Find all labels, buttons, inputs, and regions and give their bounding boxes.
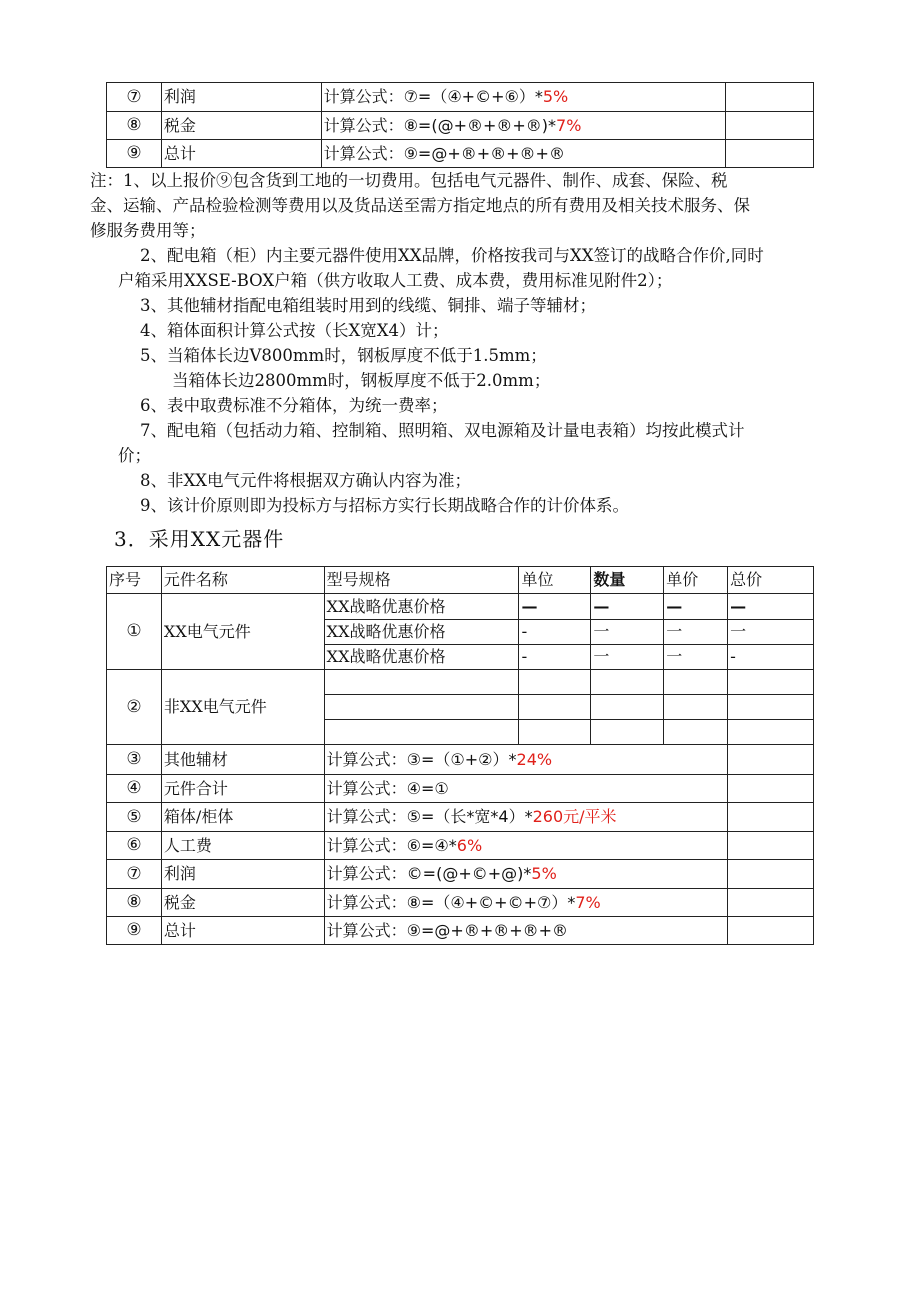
table-row	[107, 670, 814, 695]
note-line: 3、其他辅材指配电箱组装时用到的线缆、铜排、端子等辅材；	[140, 296, 596, 315]
note-line: 当箱体长边2800mm时，钢板厚度不低于2.0mm；	[172, 371, 551, 390]
total-cell: —	[728, 594, 814, 620]
row-blank	[728, 889, 814, 917]
row-name: 人工费	[161, 832, 324, 860]
row-formula: 计算公式：⑧=（④+©+©+⑦）*7%	[324, 889, 728, 917]
row-name: 总计	[161, 917, 324, 945]
row-number: ⑥	[107, 832, 162, 860]
row-number: ③	[107, 745, 162, 775]
total-cell: -	[728, 645, 814, 670]
spec-cell	[324, 695, 519, 720]
total-cell: 一	[728, 620, 814, 645]
header-cell: 单位	[519, 567, 591, 594]
row-formula: 计算公式：⑦=（④+©+⑥）*5%	[321, 83, 726, 112]
note-line: 价；	[118, 446, 151, 465]
row-blank	[726, 112, 814, 140]
row-name: 元件合计	[161, 775, 324, 803]
row-number: ⑦	[107, 83, 162, 112]
row-blank	[726, 140, 814, 168]
header-cell: 总价	[728, 567, 814, 594]
row-formula: 计算公式：⑨=@+®+®+®+®	[324, 917, 728, 945]
table-row	[107, 112, 814, 140]
spec-cell: XX战略优惠价格	[324, 594, 519, 620]
row-number: ②	[107, 670, 162, 745]
row-formula: 计算公式：③=（①+②）*24%	[324, 745, 728, 775]
row-name: 其他辅材	[161, 745, 324, 775]
table-row	[107, 832, 814, 860]
note-line: 8、非XX电气元件将根据双方确认内容为准；	[140, 471, 471, 490]
section-title: 3．采用XX元器件	[114, 527, 285, 551]
row-number: ④	[107, 775, 162, 803]
table-row	[107, 860, 814, 889]
note-line: 6、表中取费标准不分箱体，为统一费率；	[140, 396, 448, 415]
header-cell: 型号规格	[324, 567, 519, 594]
row-number: ⑦	[107, 860, 162, 889]
spec-cell: XX战略优惠价格	[324, 620, 519, 645]
qty-cell: —	[591, 594, 664, 620]
spec-cell	[324, 720, 519, 745]
price-cell: 一	[664, 620, 728, 645]
row-blank	[726, 83, 814, 112]
row-name: 非XX电气元件	[161, 670, 324, 745]
qty-cell: 一	[591, 645, 664, 670]
spec-cell	[324, 670, 519, 695]
table-row	[107, 83, 814, 112]
price-cell: 一	[664, 645, 728, 670]
row-blank	[728, 803, 814, 832]
table-row	[107, 594, 814, 620]
header-cell: 元件名称	[161, 567, 324, 594]
header-cell: 数量	[591, 567, 664, 594]
row-formula: 计算公式：⑤=（长*宽*4）*260元/平米	[324, 803, 728, 832]
top-table	[106, 82, 814, 168]
row-formula: 计算公式：©=(@+©+@)*5%	[324, 860, 728, 889]
row-number: ⑨	[107, 140, 162, 168]
row-number: ⑤	[107, 803, 162, 832]
row-number: ⑨	[107, 917, 162, 945]
row-name: 总计	[161, 140, 321, 168]
row-formula: 计算公式：④=①	[324, 775, 728, 803]
row-name: 税金	[161, 112, 321, 140]
note-line: 户箱采用XXSE-BOX户箱（供方收取人工费、成本费，费用标准见附件2）；	[118, 271, 673, 290]
table-header-row	[107, 567, 814, 594]
table-row	[107, 745, 814, 775]
row-number: ⑧	[107, 112, 162, 140]
row-name: 利润	[161, 83, 321, 112]
row-formula: 计算公式：⑨=@+®+®+®+®	[321, 140, 726, 168]
row-formula: 计算公式：⑥=④*6%	[324, 832, 728, 860]
note-line: 4、箱体面积计算公式按（长X宽X4）计；	[140, 321, 449, 340]
table-row	[107, 803, 814, 832]
table-row	[107, 917, 814, 945]
price-cell: —	[664, 594, 728, 620]
note-line: 7、配电箱（包括动力箱、控制箱、照明箱、双电源箱及计量电表箱）均按此模式计	[140, 421, 745, 440]
notes-block	[90, 168, 830, 518]
table-row	[107, 889, 814, 917]
row-number: ⑧	[107, 889, 162, 917]
header-cell: 序号	[107, 567, 162, 594]
note-line: 修服务费用等；	[90, 221, 206, 240]
spec-cell: XX战略优惠价格	[324, 645, 519, 670]
note-line: 注：1、以上报价⑨包含货到工地的一切费用。包括电气元器件、制作、成套、保险、税	[90, 171, 728, 190]
row-blank	[728, 745, 814, 775]
note-line: 9、该计价原则即为投标方与招标方实行长期战略合作的计价体系。	[140, 496, 629, 515]
qty-cell: 一	[591, 620, 664, 645]
row-blank	[728, 775, 814, 803]
row-name: XX电气元件	[161, 594, 324, 670]
note-line: 金、运输、产品检验检测等费用以及货品送至需方指定地点的所有费用及相关技术服务、保	[90, 196, 750, 215]
row-name: 税金	[161, 889, 324, 917]
unit-cell: —	[519, 594, 591, 620]
row-formula: 计算公式：⑧=(@+®+®+®)*7%	[321, 112, 726, 140]
row-blank	[728, 917, 814, 945]
row-name: 利润	[161, 860, 324, 889]
header-cell: 单价	[664, 567, 728, 594]
main-table	[106, 566, 814, 945]
note-line: 5、当箱体长边V800mm时，钢板厚度不低于1.5mm；	[140, 346, 547, 365]
table-row	[107, 775, 814, 803]
row-blank	[728, 860, 814, 889]
unit-cell: -	[519, 645, 591, 670]
unit-cell: -	[519, 620, 591, 645]
row-number: ①	[107, 594, 162, 670]
note-line: 2、配电箱（柜）内主要元器件使用XX品牌，价格按我司与XX签订的战略合作价,同时	[140, 246, 764, 265]
row-blank	[728, 832, 814, 860]
table-row	[107, 140, 814, 168]
row-name: 箱体/柜体	[161, 803, 324, 832]
